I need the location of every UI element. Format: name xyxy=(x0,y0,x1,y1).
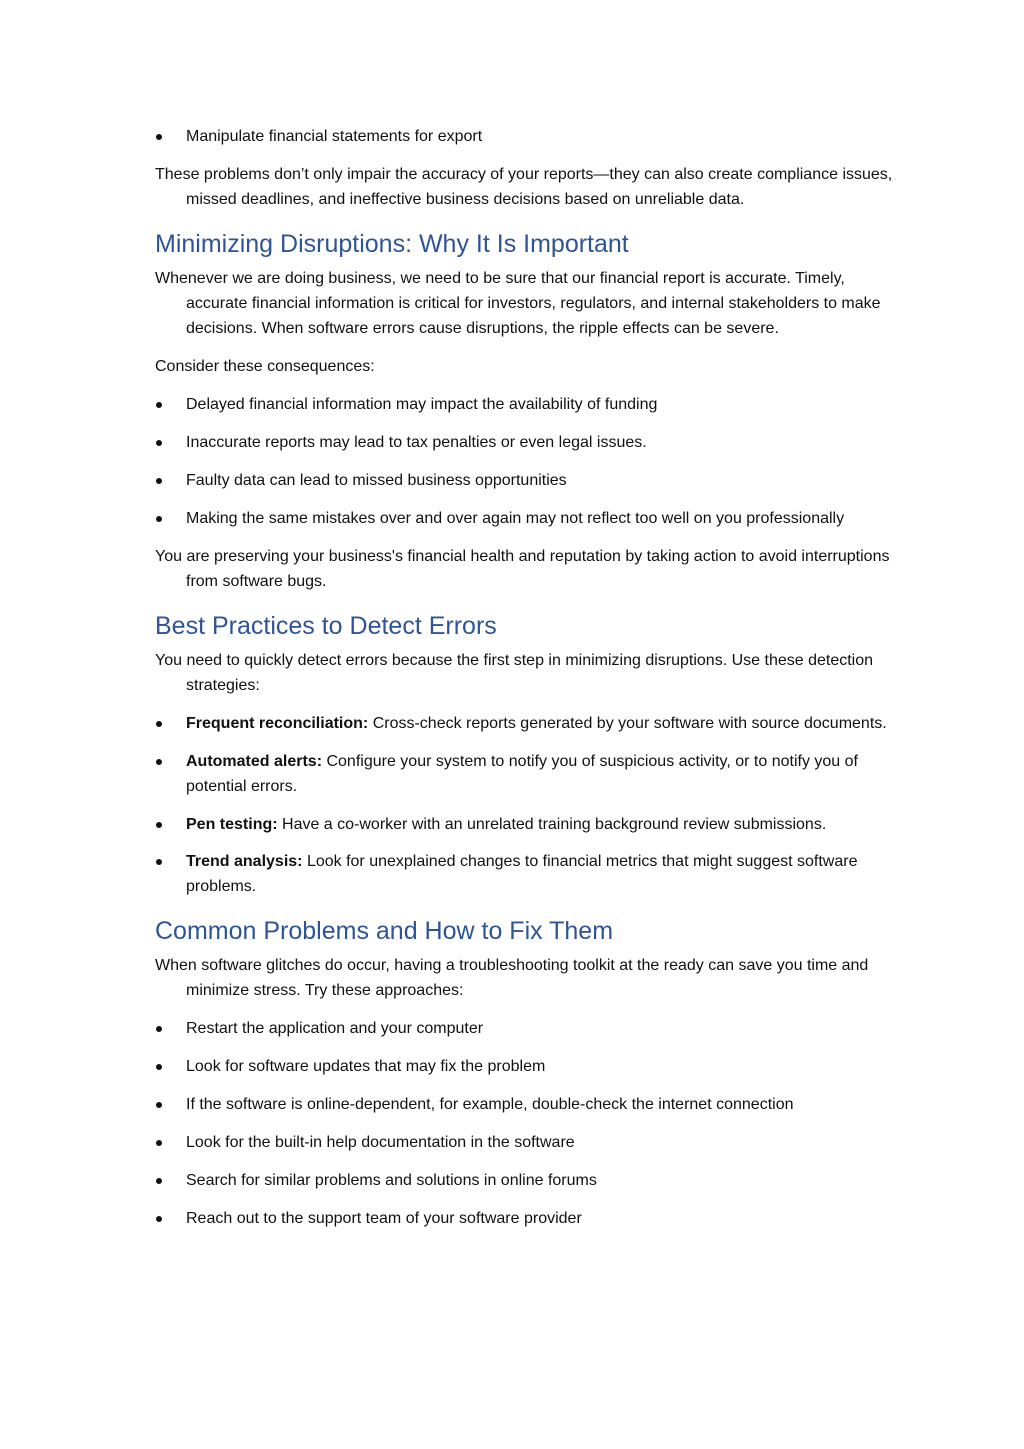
list-item: Inaccurate reports may lead to tax penalties or even legal issues. xyxy=(155,430,905,455)
list-item xyxy=(155,749,905,799)
list-item: Delayed financial information may impact the availability of funding xyxy=(155,392,905,417)
section-heading-minimizing-disruptions: Minimizing Disruptions: Why It Is Important xyxy=(155,230,629,258)
bullet-icon xyxy=(156,1216,162,1222)
bullet-term: Pen testing: xyxy=(186,816,278,833)
section1-lead: Consider these consequences: xyxy=(155,358,375,375)
bullet-icon xyxy=(156,1140,162,1146)
bullet-icon xyxy=(156,1026,162,1032)
list-item: Making the same mistakes over and over again may not reflect too well on you professionally xyxy=(155,506,905,531)
section-heading-common-problems: Common Problems and How to Fix Them xyxy=(155,917,614,945)
bullet-icon xyxy=(156,859,162,865)
section2-paragraph: You need to quickly detect errors because the first step in minimizing disruptions. Use these detection strategies: xyxy=(155,652,874,694)
bullet-term: Automated alerts: xyxy=(186,753,323,770)
section1-paragraph: Whenever we are doing business, we need to be sure that our financial report is accurate. Timely, accurate financial information is critical for investors, regulators, and internal stakeholders to make decisions. When software errors cause disruptions, the ripple effects can be severe. xyxy=(155,270,881,337)
consequences-list xyxy=(155,392,905,531)
list-item: Look for software updates that may fix the problem xyxy=(155,1054,905,1079)
list-item xyxy=(155,812,905,837)
list-item: Faulty data can lead to missed business opportunities xyxy=(155,468,905,493)
list-item xyxy=(155,711,905,736)
bullet-text: Have a co-worker with an unrelated training background review submissions. xyxy=(277,816,827,833)
section1-closing: You are preserving your business's financial health and reputation by taking action to avoid interruptions from software bugs. xyxy=(155,548,890,590)
bullet-icon xyxy=(156,721,162,727)
bullet-icon xyxy=(156,1178,162,1184)
bullet-icon xyxy=(156,1102,162,1108)
section-heading-best-practices: Best Practices to Detect Errors xyxy=(155,612,497,640)
list-item: Look for the built-in help documentation in the software xyxy=(155,1130,905,1155)
bullet-icon xyxy=(156,822,162,828)
bullet-icon xyxy=(156,516,162,522)
intro-bullet-list xyxy=(155,124,905,149)
bullet-icon xyxy=(156,478,162,484)
troubleshooting-list xyxy=(155,1016,905,1231)
section3-paragraph: When software glitches do occur, having a troubleshooting toolkit at the ready can save you time and minimize stress. Try these approaches: xyxy=(155,957,869,999)
bullet-term: Frequent reconciliation: xyxy=(186,715,369,732)
bullet-icon xyxy=(156,134,162,140)
bullet-icon xyxy=(156,1064,162,1070)
detection-strategies-list xyxy=(155,711,905,899)
bullet-icon xyxy=(156,759,162,765)
list-item: If the software is online-dependent, for example, double-check the internet connection xyxy=(155,1092,905,1117)
list-item: Search for similar problems and solutions in online forums xyxy=(155,1168,905,1193)
list-item: Restart the application and your computer xyxy=(155,1016,905,1041)
intro-paragraph: These problems don’t only impair the accuracy of your reports—they can also create compliance issues, missed deadlines, and ineffective business decisions based on unreliable data. xyxy=(155,166,893,208)
list-item: Manipulate financial statements for export xyxy=(155,124,905,149)
bullet-icon xyxy=(156,402,162,408)
bullet-icon xyxy=(156,440,162,446)
bullet-text: Cross-check reports generated by your software with source documents. xyxy=(368,715,887,732)
list-item: Reach out to the support team of your software provider xyxy=(155,1206,905,1231)
document-page xyxy=(155,124,905,1244)
bullet-text: Configure your system to notify you of suspicious activity, or to notify you of potential errors. xyxy=(186,753,858,795)
list-item xyxy=(155,849,905,899)
bullet-term: Trend analysis: xyxy=(186,853,303,870)
bullet-text: Look for unexplained changes to financial metrics that might suggest software problems. xyxy=(186,853,858,895)
